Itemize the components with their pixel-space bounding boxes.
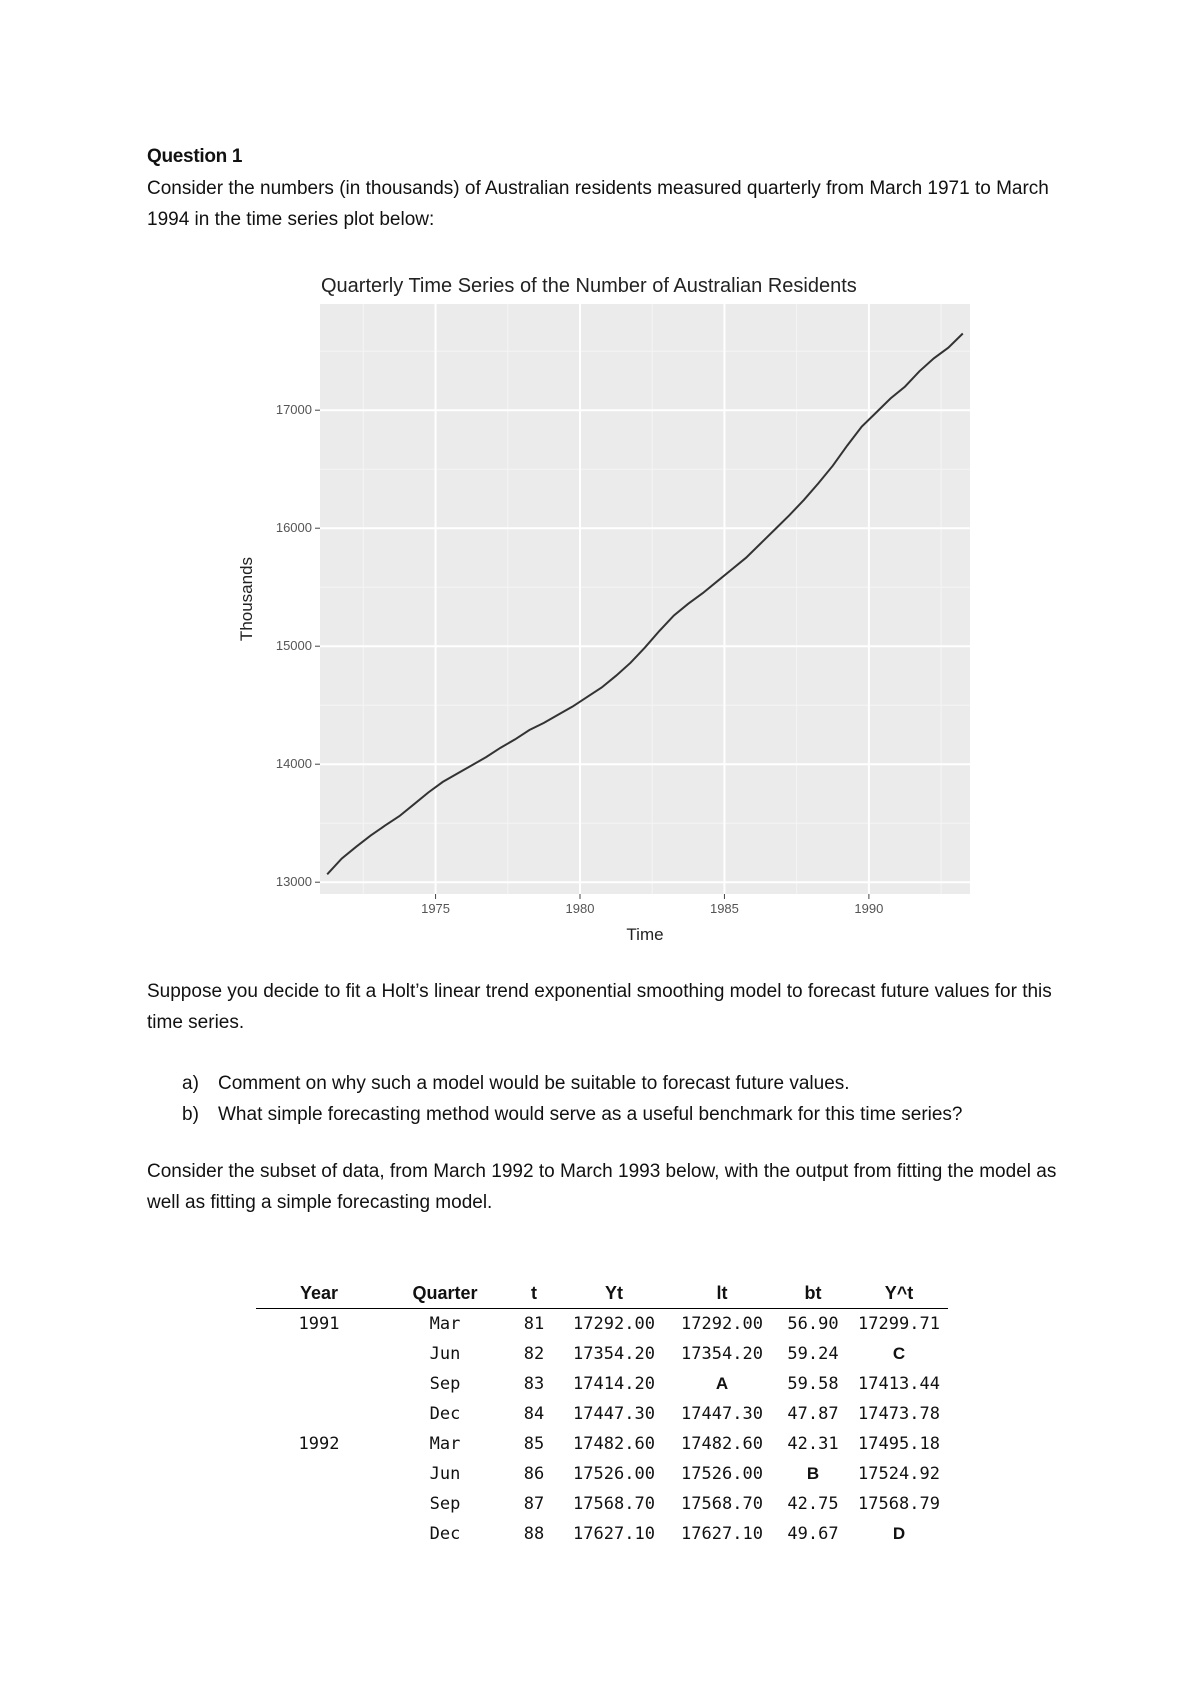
col-header-yt: Yt bbox=[560, 1278, 668, 1309]
cell-bt: 59.58 bbox=[787, 1374, 839, 1394]
cell-t: 83 bbox=[523, 1374, 545, 1394]
y-tick-labels bbox=[276, 402, 312, 889]
cell-lt: 17292.00 bbox=[681, 1314, 763, 1334]
item-label: b) bbox=[182, 1104, 199, 1125]
cell-bt: 42.31 bbox=[787, 1434, 839, 1454]
cell-quarter: Dec bbox=[429, 1524, 461, 1544]
cell-year bbox=[256, 1369, 382, 1399]
col-header-quarter: Quarter bbox=[382, 1278, 508, 1309]
cell-bt: B bbox=[806, 1464, 820, 1483]
cell-quarter: Sep bbox=[429, 1374, 461, 1394]
table-row bbox=[256, 1489, 948, 1519]
cell-quarter: Dec bbox=[429, 1404, 461, 1424]
cell-bt: 42.75 bbox=[787, 1494, 839, 1514]
model-paragraph: Suppose you decide to fit a Holt’s linear trend exponential smoothing model to forecast future values for this time series. bbox=[147, 981, 1052, 1033]
cell-quarter: Jun bbox=[429, 1464, 461, 1484]
cell-bt: 56.90 bbox=[787, 1314, 839, 1334]
cell-year bbox=[256, 1459, 382, 1489]
chart-title: Quarterly Time Series of the Number of Australian Residents bbox=[321, 275, 857, 297]
cell-yhat: 17413.44 bbox=[858, 1374, 940, 1394]
cell-quarter: Mar bbox=[429, 1314, 461, 1334]
col-header-yhat: Y^t bbox=[850, 1278, 948, 1309]
x-tick-labels bbox=[421, 901, 883, 916]
cell-yt: 17292.00 bbox=[573, 1314, 655, 1334]
cell-year bbox=[256, 1489, 382, 1519]
cell-yt: 17568.70 bbox=[573, 1494, 655, 1514]
holt-output-table bbox=[256, 1278, 948, 1549]
table-row bbox=[256, 1519, 948, 1549]
cell-bt: 47.87 bbox=[787, 1404, 839, 1424]
cell-yhat: 17495.18 bbox=[858, 1434, 940, 1454]
cell-quarter: Jun bbox=[429, 1344, 461, 1364]
table-header-row bbox=[256, 1278, 948, 1309]
table-row bbox=[256, 1369, 948, 1399]
cell-quarter: Mar bbox=[429, 1434, 461, 1454]
y-axis-label: Thousands bbox=[237, 556, 256, 642]
cell-yhat: 17524.92 bbox=[858, 1464, 940, 1484]
cell-yhat: C bbox=[892, 1344, 906, 1363]
x-axis-label: Time bbox=[626, 925, 664, 944]
cell-t: 81 bbox=[523, 1314, 545, 1334]
plot-panel bbox=[320, 304, 970, 894]
col-header-lt: lt bbox=[668, 1278, 776, 1309]
intro-paragraph: Consider the numbers (in thousands) of Australian residents measured quarterly from March 1971 to March 1994 in the time series plot below: bbox=[147, 178, 1049, 230]
cell-lt: 17568.70 bbox=[681, 1494, 763, 1514]
cell-lt: 17447.30 bbox=[681, 1404, 763, 1424]
cell-year: 1992 bbox=[298, 1434, 340, 1454]
time-series-chart bbox=[236, 262, 976, 952]
table-row bbox=[256, 1459, 948, 1489]
table-row bbox=[256, 1339, 948, 1369]
table-row bbox=[256, 1309, 948, 1340]
y-tick-label: 17000 bbox=[275, 402, 312, 418]
question-item-b bbox=[182, 1099, 963, 1130]
cell-t: 82 bbox=[523, 1344, 545, 1364]
cell-yhat: 17299.71 bbox=[858, 1314, 940, 1334]
y-tick-label: 15000 bbox=[275, 638, 312, 654]
cell-yhat: 17473.78 bbox=[858, 1404, 940, 1424]
item-text: Comment on why such a model would be suitable to forecast future values. bbox=[218, 1073, 850, 1094]
cell-t: 84 bbox=[523, 1404, 545, 1424]
cell-t: 85 bbox=[523, 1434, 545, 1454]
cell-t: 87 bbox=[523, 1494, 545, 1514]
cell-yhat: D bbox=[892, 1524, 906, 1543]
question-item-a bbox=[182, 1068, 963, 1099]
cell-lt: A bbox=[715, 1374, 729, 1393]
cell-yt: 17627.10 bbox=[573, 1524, 655, 1544]
cell-yt: 17526.00 bbox=[573, 1464, 655, 1484]
cell-yt: 17414.20 bbox=[573, 1374, 655, 1394]
table-row bbox=[256, 1399, 948, 1429]
x-tick-label: 1990 bbox=[854, 901, 884, 916]
cell-t: 86 bbox=[523, 1464, 545, 1484]
subset-paragraph: Consider the subset of data, from March 1992 to March 1993 below, with the output from fitting the model as well as fitting a simple forecasting model. bbox=[147, 1161, 1057, 1213]
y-tick-label: 14000 bbox=[275, 756, 312, 772]
x-tick-label: 1985 bbox=[709, 901, 739, 916]
cell-year bbox=[256, 1399, 382, 1429]
cell-bt: 49.67 bbox=[787, 1524, 839, 1544]
item-text: What simple forecasting method would serve as a useful benchmark for this time series? bbox=[218, 1104, 963, 1125]
x-tick-label: 1980 bbox=[565, 901, 595, 916]
cell-lt: 17526.00 bbox=[681, 1464, 763, 1484]
y-tick-label: 16000 bbox=[275, 520, 312, 536]
cell-year bbox=[256, 1339, 382, 1369]
cell-yt: 17447.30 bbox=[573, 1404, 655, 1424]
cell-lt: 17354.20 bbox=[681, 1344, 763, 1364]
cell-year: 1991 bbox=[298, 1314, 340, 1334]
col-header-t: t bbox=[508, 1278, 560, 1309]
cell-lt: 17482.60 bbox=[681, 1434, 763, 1454]
cell-yt: 17482.60 bbox=[573, 1434, 655, 1454]
cell-year bbox=[256, 1519, 382, 1549]
question-list bbox=[182, 1068, 963, 1130]
col-header-year: Year bbox=[256, 1278, 382, 1309]
x-tick-label: 1975 bbox=[421, 901, 451, 916]
y-tick-label: 13000 bbox=[275, 874, 312, 890]
cell-bt: 59.24 bbox=[787, 1344, 839, 1364]
cell-yt: 17354.20 bbox=[573, 1344, 655, 1364]
table-row bbox=[256, 1429, 948, 1459]
item-label: a) bbox=[182, 1073, 199, 1094]
question-heading: Question 1 bbox=[147, 146, 243, 167]
cell-lt: 17627.10 bbox=[681, 1524, 763, 1544]
cell-yhat: 17568.79 bbox=[858, 1494, 940, 1514]
cell-quarter: Sep bbox=[429, 1494, 461, 1514]
cell-t: 88 bbox=[523, 1524, 545, 1544]
col-header-bt: bt bbox=[776, 1278, 850, 1309]
